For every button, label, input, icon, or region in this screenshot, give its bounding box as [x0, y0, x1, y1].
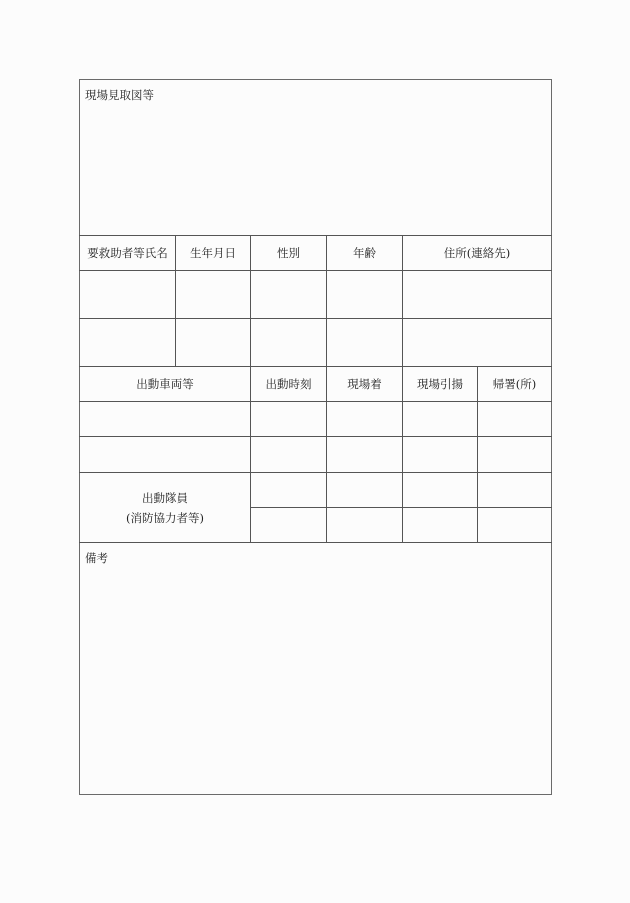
rescuee-gender-cell[interactable]	[251, 319, 326, 366]
dispatch-time-cell[interactable]	[251, 437, 326, 472]
header-rescuee-name: 要救助者等氏名	[87, 246, 168, 260]
personnel-label-line1: 出動隊員	[142, 490, 188, 505]
header-dispatch-vehicles: 出動車両等	[136, 377, 194, 391]
personnel-cell[interactable]	[478, 508, 551, 542]
header-birthdate: 生年月日	[190, 246, 236, 260]
personnel-cell[interactable]	[327, 473, 402, 507]
sketch-section-label: 現場見取図等	[85, 88, 154, 102]
arrival-time-cell[interactable]	[327, 402, 402, 436]
personnel-cell[interactable]	[478, 473, 551, 507]
divider	[79, 542, 552, 543]
return-time-cell[interactable]	[478, 402, 551, 436]
header-withdrawal: 現場引揚	[417, 377, 463, 391]
personnel-cell[interactable]	[403, 508, 477, 542]
arrival-time-cell[interactable]	[327, 437, 402, 472]
rescuee-name-cell[interactable]	[80, 319, 175, 366]
personnel-cell[interactable]	[251, 473, 326, 507]
dispatch-time-cell[interactable]	[251, 402, 326, 436]
remarks-label: 備考	[85, 551, 108, 565]
header-return-station: 帰署(所)	[492, 377, 537, 391]
rescuee-address-cell[interactable]	[403, 319, 551, 366]
rescuee-address-cell[interactable]	[403, 271, 551, 318]
vehicle-cell[interactable]	[80, 402, 250, 436]
withdrawal-time-cell[interactable]	[403, 402, 477, 436]
return-time-cell[interactable]	[478, 437, 551, 472]
header-dispatch-time: 出動時刻	[265, 377, 312, 391]
rescuee-age-cell[interactable]	[327, 271, 402, 318]
rescuee-age-cell[interactable]	[327, 319, 402, 366]
withdrawal-time-cell[interactable]	[403, 437, 477, 472]
remarks-area[interactable]	[80, 567, 551, 793]
rescuee-name-cell[interactable]	[80, 271, 175, 318]
rescuee-birthdate-cell[interactable]	[176, 271, 250, 318]
vehicle-cell[interactable]	[80, 437, 250, 472]
personnel-cell[interactable]	[403, 473, 477, 507]
header-arrival: 現場着	[347, 377, 382, 391]
header-gender: 性別	[277, 246, 300, 260]
personnel-label-line2: (消防協力者等)	[126, 510, 204, 525]
rescuee-birthdate-cell[interactable]	[176, 319, 250, 366]
personnel-cell[interactable]	[327, 508, 402, 542]
personnel-label	[80, 473, 250, 542]
personnel-cell[interactable]	[251, 508, 326, 542]
header-address: 住所(連絡先)	[443, 246, 511, 260]
header-age: 年齢	[353, 246, 376, 260]
sketch-area[interactable]	[80, 104, 551, 234]
rescuee-gender-cell[interactable]	[251, 271, 326, 318]
